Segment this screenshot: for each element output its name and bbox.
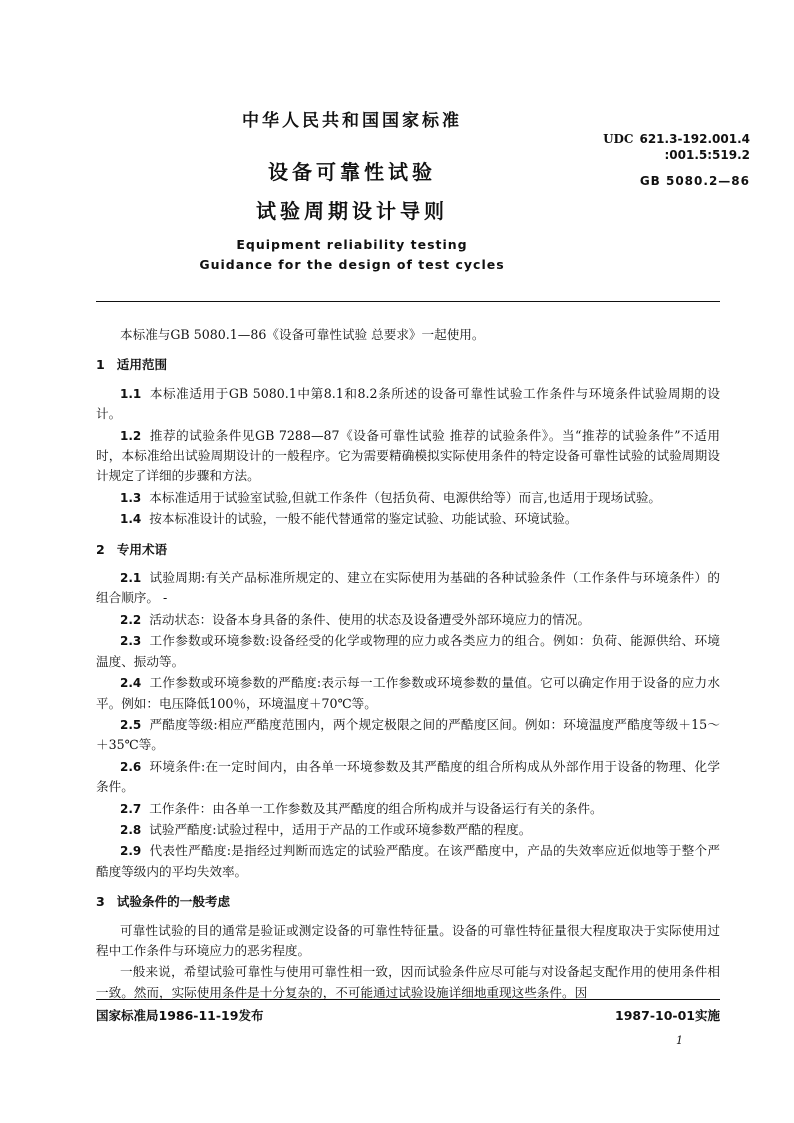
clause-number: 2.6	[120, 759, 142, 774]
clause-2-9	[96, 841, 720, 882]
issue-date: 国家标准局1986-11-19发布	[96, 1008, 264, 1023]
section-number: 3	[96, 894, 105, 910]
clause-number: 2.5	[120, 717, 142, 732]
clause-text: 推荐的试验条件见GB 7288—87《设备可靠性试验 推荐的试验条件》。当“推荐的试验条件”不适用时，本标准给出试验周期设计的一般程序。它为需要精确模拟实际使用条件的特定设备可靠性试验的试验周期设计规定了详细的步骤和方法。	[96, 427, 720, 484]
clause-number: 1.1	[120, 386, 142, 401]
clause-text: 工作条件：由各单一工作参数及其严酷度的组合所构成并与设备运行有关的条件。	[149, 800, 603, 816]
document-body	[96, 325, 720, 1004]
clause-text: 环境条件:在一定时间内，由各单一环境参数及其严酷度的组合所构成从外部作用于设备的物理、化学条件。	[96, 758, 720, 795]
udc-line2: :001.5:519.2	[664, 148, 750, 162]
intro-paragraph: 本标准与GB 5080.1—86《设备可靠性试验 总要求》一起使用。	[120, 327, 485, 342]
clause-number: 2.9	[120, 844, 142, 859]
clause-number: 1.4	[120, 512, 142, 527]
clause-text: 活动状态：设备本身具备的条件、使用的状态及设备遭受外部环境应力的情况。	[149, 611, 591, 627]
clause-text: 工作参数或环境参数的严酷度:表示每一工作参数或环境参数的量值。它可以确定作用于设备的应力水平。例如：电压降低100％，环境温度＋70℃等。	[96, 675, 720, 711]
udc-line1: 621.3-192.001.4	[639, 132, 750, 146]
section-3-paragraph-2: 一般来说，希望试验可靠性与使用可靠性相一致，因而试验条件应尽可能与对设备起支配作用的使用条件相一致。然而，实际使用条件是十分复杂的，不可能通过试验设施详细地重现这些条件。因	[96, 964, 720, 1000]
clause-text: 按本标准设计的试验，一般不能代替通常的鉴定试验、功能试验、环境试验。	[149, 511, 578, 527]
section-number: 1	[96, 357, 105, 373]
clause-2-4	[96, 673, 720, 714]
clause-2-7	[96, 799, 720, 819]
clause-2-8	[96, 820, 720, 840]
section-number: 2	[96, 541, 105, 557]
effective-date: 1987-10-01实施	[615, 1008, 720, 1023]
page-number: 1	[676, 1034, 683, 1047]
english-title-line2: Guidance for the design of test cycles	[199, 257, 505, 272]
clause-number: 2.8	[120, 822, 142, 837]
clause-text: 严酷度等级:相应严酷度范围内，两个规定极限之间的严酷度区间。例如：环境温度严酷度等级＋15～＋35℃等。	[96, 716, 720, 753]
clause-number: 1.3	[120, 490, 142, 505]
clause-text: 本标准适用于GB 5080.1中第8.1和8.2条所述的设备可靠性试验工作条件与环境条件试验周期的设计。	[96, 385, 720, 422]
clause-text: 本标准适用于试验室试验,但就工作条件（包括负荷、电源供给等）而言,也适用于现场试验。	[149, 489, 662, 505]
footer-divider	[96, 999, 720, 1000]
section-1-heading	[96, 355, 720, 375]
clause-number: 2.4	[120, 676, 142, 691]
clause-1-4	[96, 509, 720, 529]
clause-number: 2.2	[120, 612, 142, 627]
english-title-line1: Equipment reliability testing	[236, 237, 468, 252]
clause-2-5	[96, 715, 720, 756]
document-title-line1: 设备可靠性试验	[268, 160, 436, 184]
udc-label: UDC	[603, 132, 634, 146]
clause-number: 1.2	[120, 428, 142, 443]
clause-number: 2.3	[120, 634, 142, 649]
issuing-organization: 中华人民共和国国家标准	[242, 111, 462, 131]
clause-text: 代表性严酷度:是指经过判断而选定的试验严酷度。在该严酷度中，产品的失效率应近似地等于整个严酷度等级内的平均失效率。	[96, 843, 720, 879]
clause-2-1	[96, 568, 720, 609]
clause-1-2	[96, 426, 720, 487]
clause-text: 工作参数或环境参数:设备经受的化学或物理的应力或各类应力的组合。例如：负荷、能源供给、环境温度、振动等。	[96, 633, 720, 669]
section-title: 专用术语	[116, 541, 168, 557]
clause-2-3	[96, 631, 720, 672]
clause-text: 试验严酷度:试验过程中，适用于产品的工作或环境参数严酷的程度。	[149, 821, 532, 837]
clause-1-1	[96, 384, 720, 425]
section-title: 适用范围	[116, 357, 168, 373]
clause-number: 2.7	[120, 801, 142, 816]
clause-1-3	[96, 488, 720, 508]
header-divider	[96, 301, 720, 302]
clause-2-2	[96, 610, 720, 630]
section-3-heading	[96, 892, 720, 912]
gb-code: GB 5080.2—86	[639, 174, 750, 188]
document-title-line2: 试验周期设计导则	[256, 199, 448, 223]
clause-text: 试验周期:有关产品标准所规定的、建立在实际使用为基础的各种试验条件（工作条件与环境条件）的组合顺序。 -	[96, 570, 720, 606]
section-3-paragraph-1: 可靠性试验的目的通常是验证或测定设备的可靠性特征量。设备的可靠性特征量很大程度取决于实际使用过程中工作条件与环境应力的恶劣程度。	[96, 922, 720, 958]
clause-2-6	[96, 757, 720, 798]
section-title: 试验条件的一般考虑	[116, 894, 231, 910]
clause-number: 2.1	[120, 571, 142, 586]
section-2-heading	[96, 540, 720, 560]
